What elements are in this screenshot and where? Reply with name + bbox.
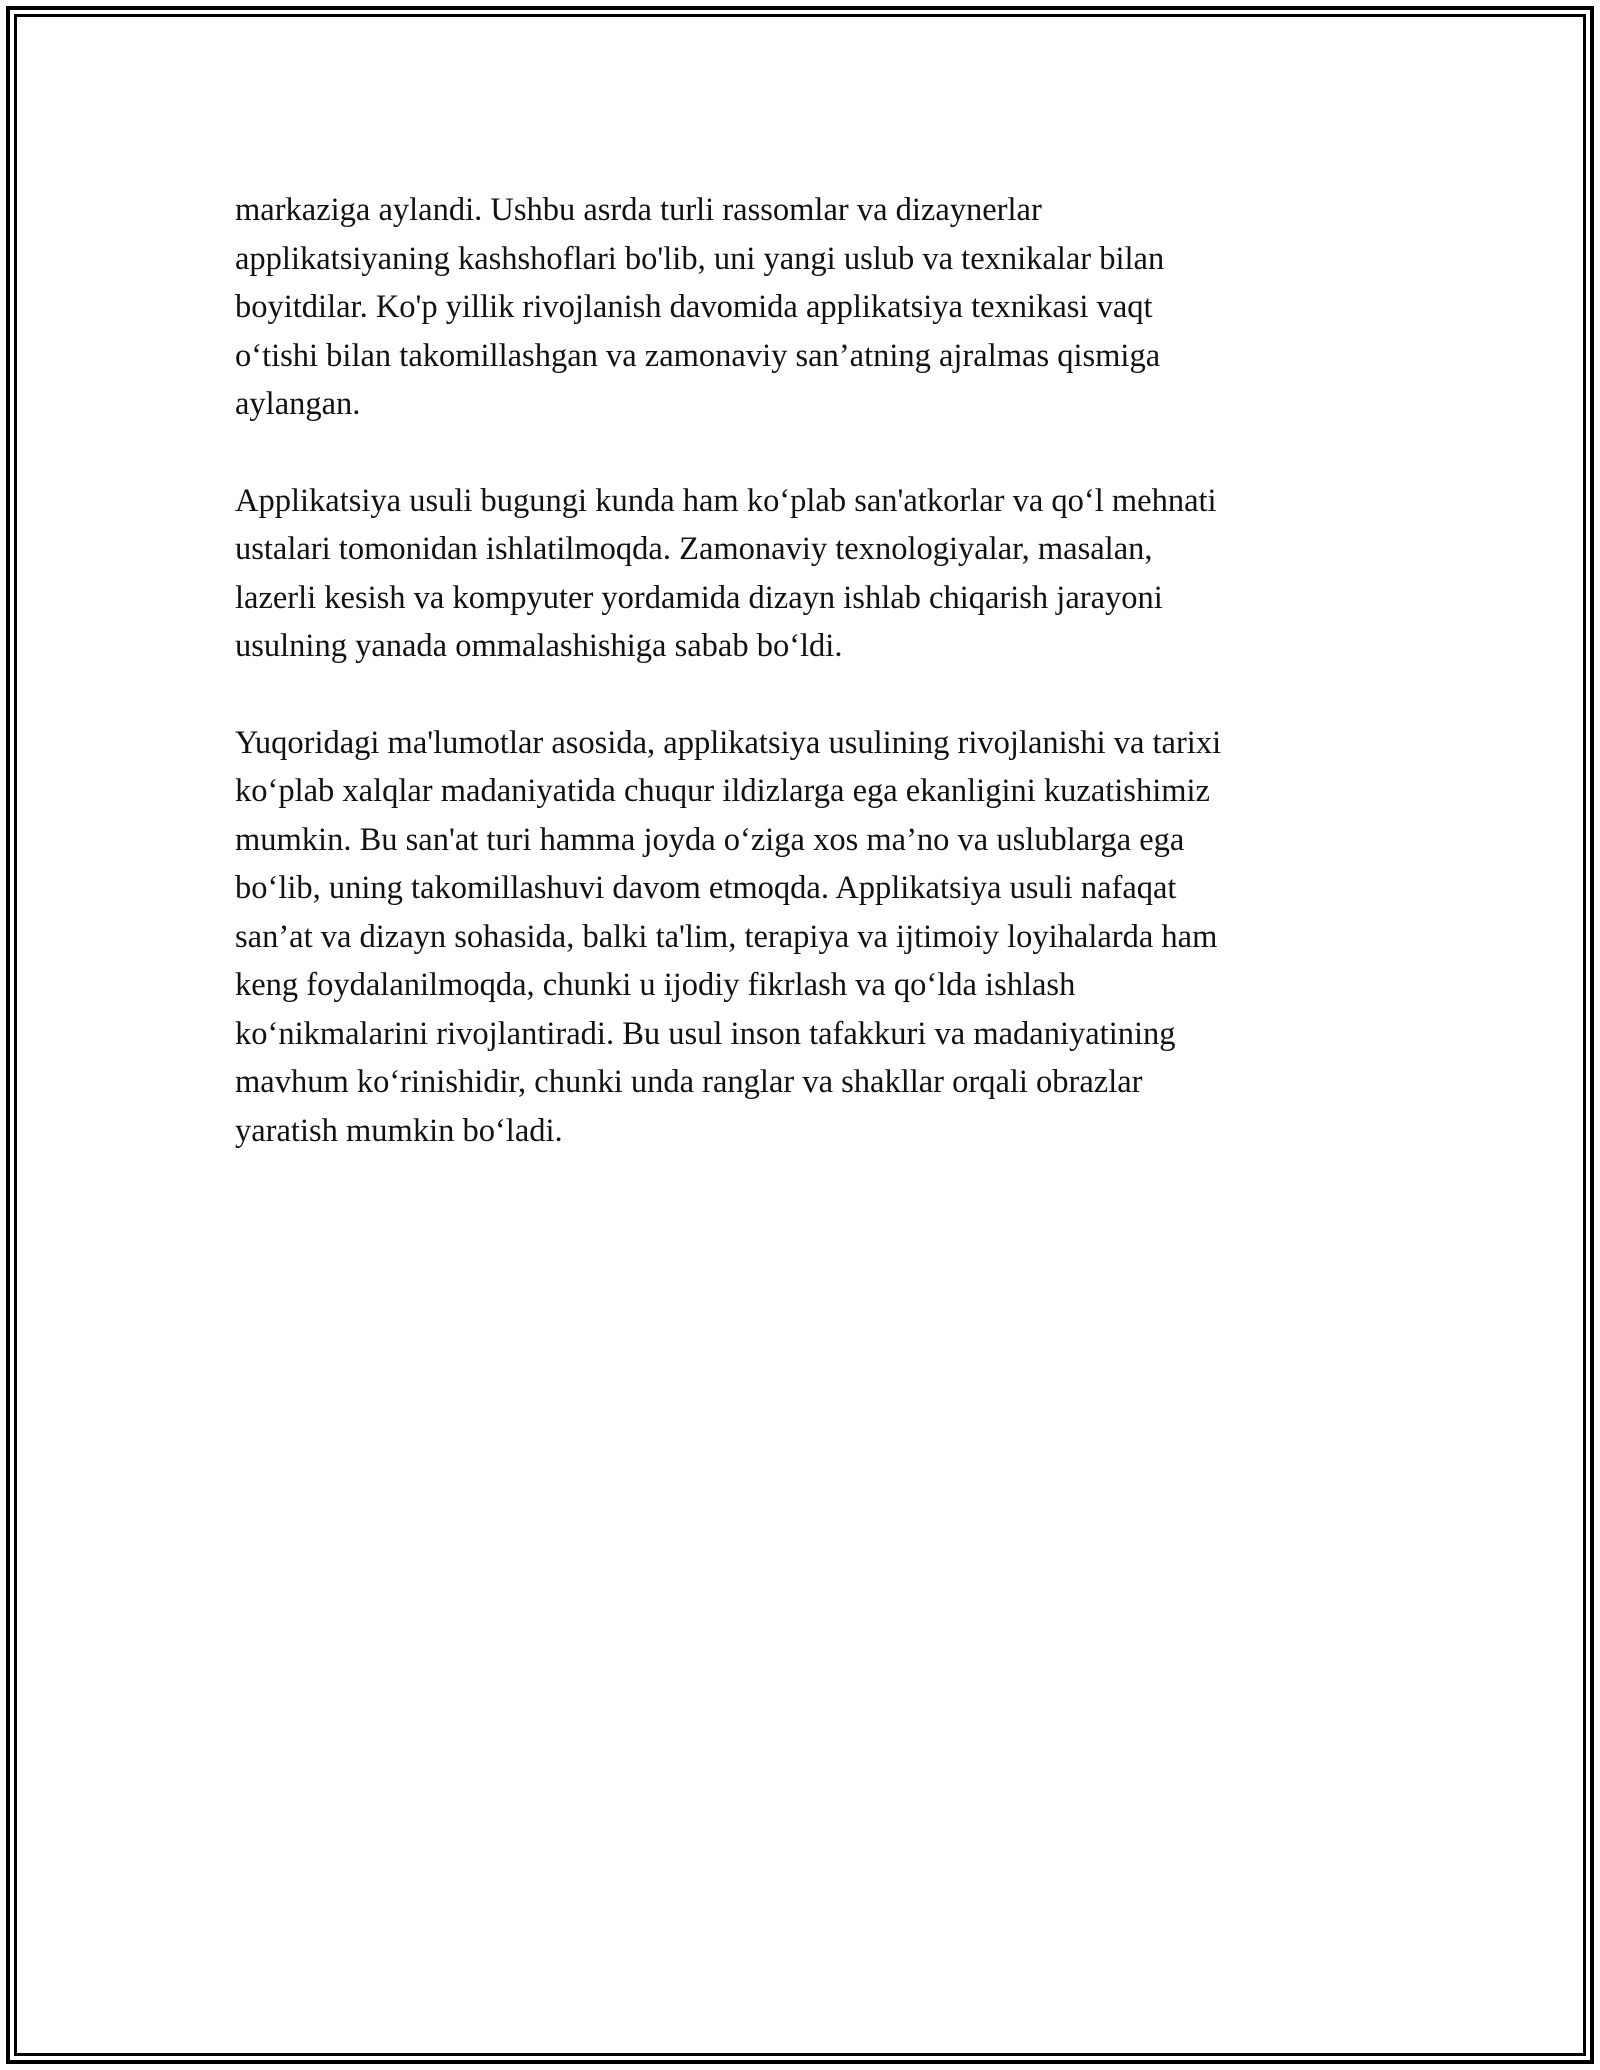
text-line: san’at va dizayn sohasida, balki ta'lim, terapiya va ijtimoiy loyihalarda ham — [235, 918, 1218, 955]
text-line: mumkin. Bu san'at turi hamma joyda o‘ziga xos ma’no va uslublarga ega — [235, 821, 1185, 858]
text-line: ustalari tomonidan ishlatilmoqda. Zamonaviy texnologiyalar, masalan, — [235, 531, 1153, 567]
text-line: usulning yanada ommalashishiga sabab bo‘ldi. — [235, 628, 843, 664]
text-line: mavhum ko‘rinishidir, chunki unda ranglar va shakllar orqali obrazlar — [235, 1064, 1143, 1100]
text-line: lazerli kesish va kompyuter yordamida dizayn ishlab chiqarish jarayoni — [235, 579, 1163, 616]
text-line: o‘tishi bilan takomillashgan va zamonaviy san’atning ajralmas qismiga — [235, 337, 1161, 374]
text-line: bo‘lib, uning takomillashuvi davom etmoqda. Applikatsiya usuli nafaqat — [235, 870, 1177, 906]
text-line: aylangan. — [235, 386, 361, 422]
document-body — [235, 186, 1375, 1203]
text-line: yaratish mumkin bo‘ladi. — [235, 1112, 563, 1149]
paragraph-3 — [235, 719, 1375, 1156]
text-line: applikatsiyaning kashshoflari bo'lib, uni yangi uslub va texnikalar bilan — [235, 240, 1165, 277]
text-line: Yuqoridagi ma'lumotlar asosida, applikatsiya usulining rivojlanishi va tarixi — [235, 724, 1222, 761]
paragraph-1 — [235, 186, 1375, 429]
text-line: ko‘nikmalarini rivojlantiradi. Bu usul inson tafakkuri va madaniyatining — [235, 1015, 1176, 1052]
text-line: ko‘plab xalqlar madaniyatida chuqur ildizlarga ega ekanligini kuzatishimiz — [235, 773, 1210, 809]
text-line: boyitdilar. Ko'p yillik rivojlanish davomida applikatsiya texnikasi vaqt — [235, 289, 1153, 325]
text-line: Applikatsiya usuli bugungi kunda ham ko‘plab san'atkorlar va qo‘l mehnati — [235, 482, 1217, 519]
text-line: markaziga aylandi. Ushbu asrda turli rassomlar va dizaynerlar — [235, 192, 1042, 228]
paragraph-2 — [235, 477, 1375, 671]
text-line: keng foydalanilmoqda, chunki u ijodiy fikrlash va qo‘lda ishlash — [235, 967, 1076, 1003]
